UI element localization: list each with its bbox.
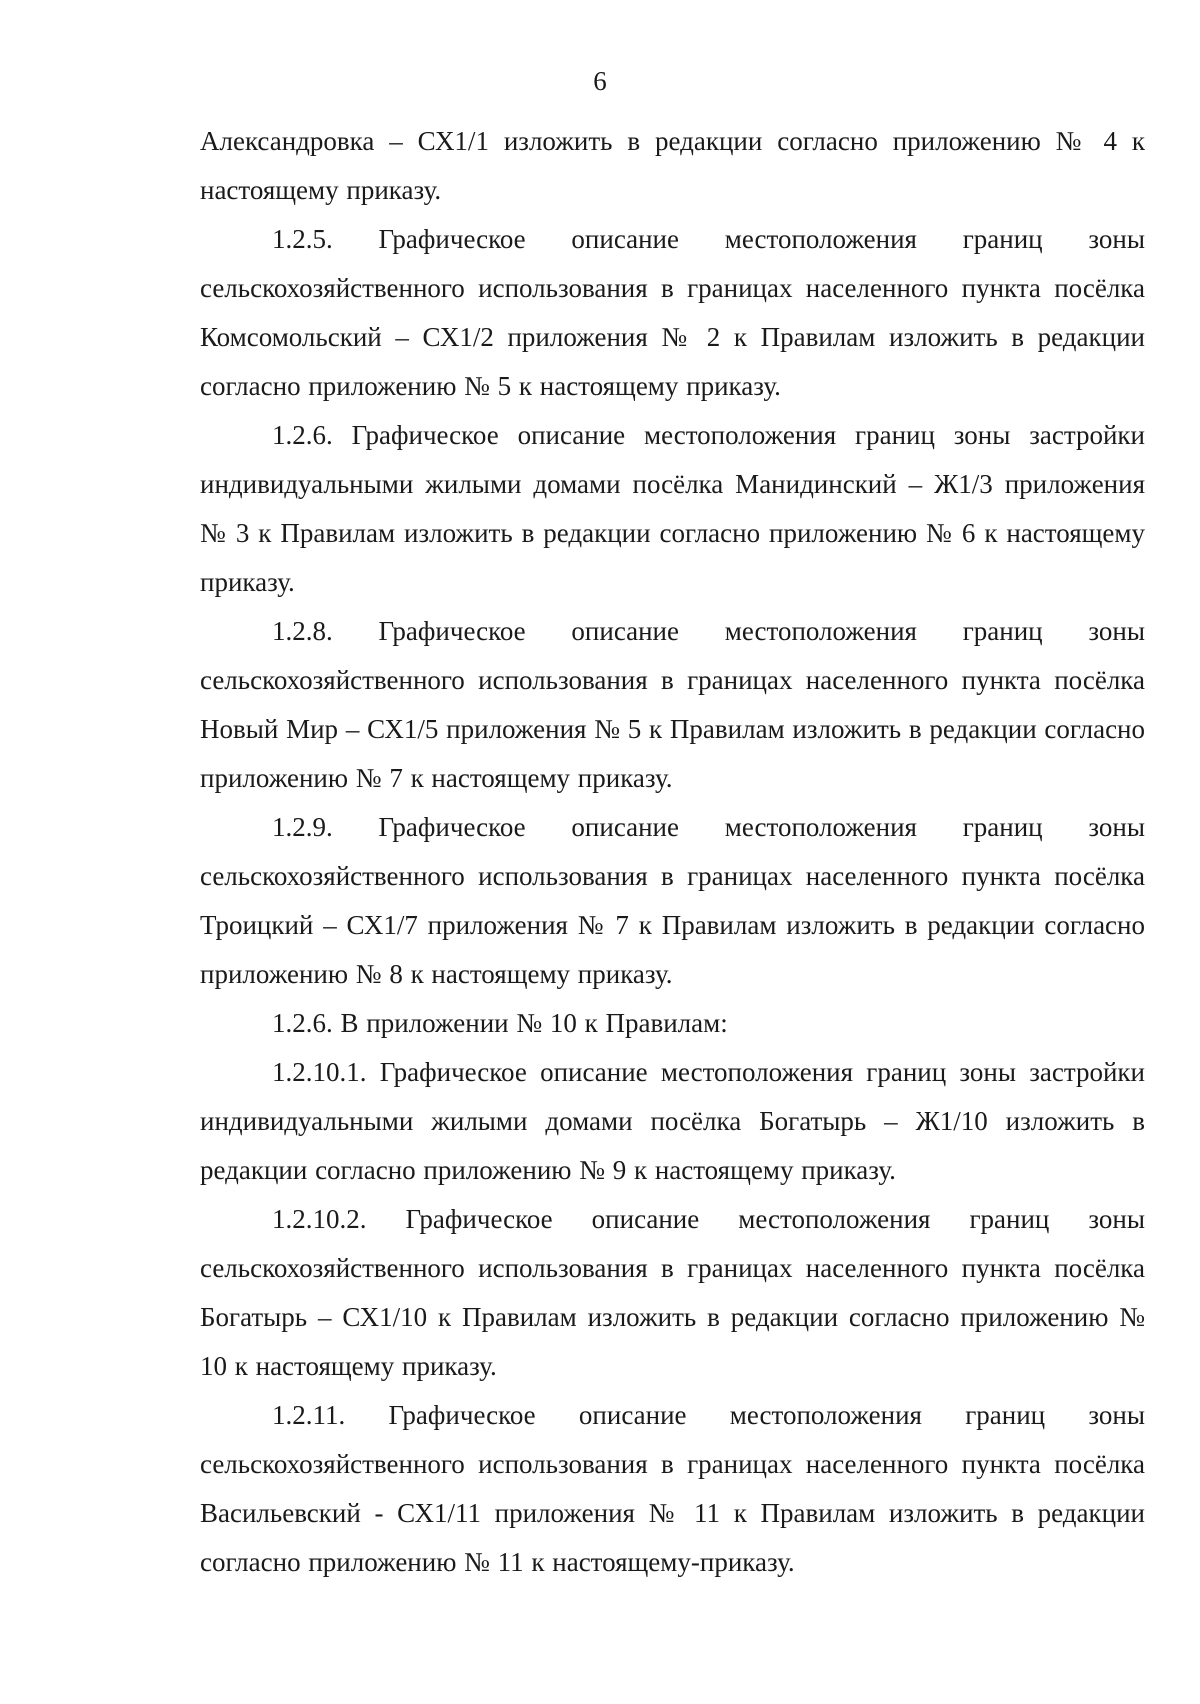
paragraph-1-2-11: 1.2.11. Графическое описание местоположения границ зоны сельскохозяйственного использования в границах населенного пункта посёлка Васильевский - СХ1/11 приложения № 11 к Правилам изложить в редакции согласно приложению № 11 к настоящему-приказу. — [200, 1400, 1145, 1577]
document-body — [200, 117, 1145, 1587]
paragraph-1-2-10-1: 1.2.10.1. Графическое описание местоположения границ зоны застройки индивидуальными жилыми домами посёлка Богатырь – Ж1/10 изложить в редакции согласно приложению № 9 к настоящему приказу. — [200, 1057, 1145, 1185]
paragraph-1-2-6: 1.2.6. Графическое описание местоположения границ зоны застройки индивидуальными жилыми домами посёлка Манидинский – Ж1/3 приложения № 3 к Правилам изложить в редакции согласно приложению № 6 к настоящему приказу. — [200, 420, 1145, 597]
paragraph-1-2-8: 1.2.8. Графическое описание местоположения границ зоны сельскохозяйственного использования в границах населенного пункта посёлка Новый Мир – СХ1/5 приложения № 5 к Правилам изложить в редакции согласно приложению № 7 к настоящему приказу. — [200, 616, 1145, 793]
paragraph-1-2-9: 1.2.9. Графическое описание местоположения границ зоны сельскохозяйственного использования в границах населенного пункта посёлка Троицкий – СХ1/7 приложения № 7 к Правилам изложить в редакции согласно приложению № 8 к настоящему приказу. — [200, 812, 1145, 989]
paragraph-1-2-5: 1.2.5. Графическое описание местоположения границ зоны сельскохозяйственного использования в границах населенного пункта посёлка Комсомольский – СХ1/2 приложения № 2 к Правилам изложить в редакции согласно приложению № 5 к настоящему приказу. — [200, 224, 1145, 401]
paragraph-appendix-10-heading: 1.2.6. В приложении № 10 к Правилам: — [272, 1008, 728, 1038]
paragraph-continuation: Александровка – СХ1/1 изложить в редакции согласно приложению № 4 к настоящему приказу. — [200, 126, 1145, 205]
paragraph-1-2-10-2: 1.2.10.2. Графическое описание местоположения границ зоны сельскохозяйственного использования в границах населенного пункта посёлка Богатырь – СХ1/10 к Правилам изложить в редакции согласно приложению № 10 к настоящему приказу. — [200, 1204, 1145, 1381]
page-number: 6 — [593, 66, 607, 96]
